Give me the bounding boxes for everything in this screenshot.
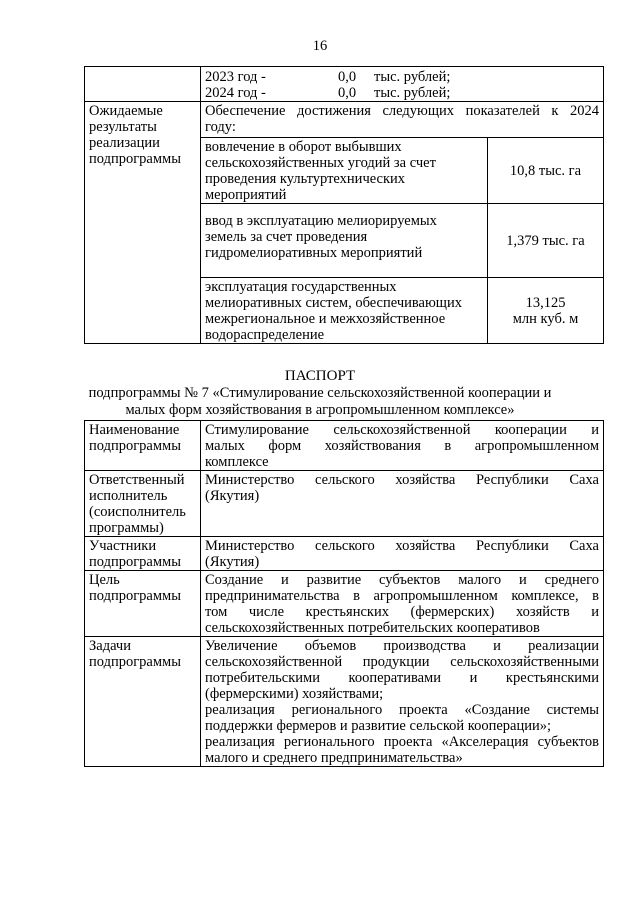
passport-value-line: (Якутия) <box>205 488 260 504</box>
passport-value-line: Увеличение объемов производства и реализации <box>205 638 599 654</box>
indicator-text-line: земель за счет проведения <box>205 229 368 245</box>
passport-value-cell <box>201 537 604 571</box>
indicator-text-line: межрегиональное и межхозяйственное <box>205 311 446 327</box>
passport-value-line: Стимулирование сельскохозяйственной кооперации и <box>205 422 599 438</box>
results-intro-line: году: <box>205 119 236 135</box>
indicator-value-cell <box>488 278 604 344</box>
finance-line <box>205 85 599 101</box>
indicator-text-line: эксплуатация государственных <box>205 279 397 295</box>
finance-label-cell <box>85 67 201 102</box>
passport-value-line: (фермерскими) хозяйствами; <box>205 686 384 702</box>
passport-table <box>84 420 604 767</box>
indicator-text-line: водораспределение <box>205 327 325 343</box>
passport-subtitle: подпрограммы № 7 «Стимулирование сельскохозяйственной кооперации и <box>88 385 552 401</box>
indicator-text-cell <box>201 204 488 278</box>
indicator-text-cell <box>201 138 488 204</box>
passport-row <box>85 471 604 537</box>
passport-value-line: (Якутия) <box>205 554 260 570</box>
results-intro-row <box>85 102 604 138</box>
passport-value-line: сельскохозяйственных потребительских кооперативов <box>205 620 540 636</box>
page-number: 16 <box>312 38 328 54</box>
passport-label-line: подпрограммы <box>89 588 181 604</box>
passport-label-line: Цель <box>89 572 120 588</box>
indicator-text-line: проведения культуртехнических <box>205 171 406 187</box>
passport-value-line: комплексе <box>205 454 269 470</box>
indicator-text-line: мелиоративных систем, обеспечивающих <box>205 295 462 311</box>
passport-value-line: реализация регионального проекта «Акселерация субъектов <box>205 734 599 750</box>
passport-label-line: подпрограммы <box>89 654 181 670</box>
passport-value-cell <box>201 421 604 471</box>
passport-value-line: Министерство сельского хозяйства Республики Саха <box>205 472 599 488</box>
indicator-text-line: гидромелиоративных мероприятий <box>205 245 423 261</box>
passport-label-cell <box>85 537 201 571</box>
results-label-line: результаты <box>89 119 157 135</box>
passport-label-line: Участники <box>89 538 157 554</box>
finance-unit: тыс. рублей; <box>374 85 451 101</box>
passport-subtitle: малых форм хозяйствования в агропромышленном комплексе» <box>125 402 515 418</box>
results-label-line: реализации <box>89 135 160 151</box>
passport-value-line: Министерство сельского хозяйства Республики Саха <box>205 538 599 554</box>
passport-label-line: подпрограммы <box>89 554 181 570</box>
indicator-value-cell <box>488 204 604 278</box>
passport-label-line: Ответственный <box>89 472 185 488</box>
passport-label-line: Задачи <box>89 638 131 654</box>
results-label-line: Ожидаемые <box>89 103 163 119</box>
finance-cell <box>201 67 604 102</box>
finance-amount: 0,0 <box>338 69 357 85</box>
top-table <box>84 66 604 344</box>
passport-value-line: малого и среднего предпринимательства» <box>205 750 463 766</box>
results-intro-cell <box>201 102 604 138</box>
indicator-text-line: сельскохозяйственных угодий за счет <box>205 155 436 171</box>
results-label-line: подпрограммы <box>89 151 181 167</box>
passport-row <box>85 571 604 637</box>
passport-value-line: Создание и развитие субъектов малого и среднего <box>205 572 599 588</box>
passport-value-line: потребительскими кооперативами и крестьянскими <box>205 670 599 686</box>
passport-value-cell <box>201 471 604 537</box>
indicator-value: 10,8 тыс. га <box>509 163 582 179</box>
indicator-value: 13,125 <box>525 295 566 311</box>
indicator-value: 1,379 тыс. га <box>506 233 585 249</box>
passport-row <box>85 537 604 571</box>
passport-value-cell <box>201 637 604 767</box>
results-label-cell <box>85 102 201 344</box>
indicator-text-line: ввод в эксплуатацию мелиорируемых <box>205 213 437 229</box>
passport-label-cell <box>85 637 201 767</box>
finance-row <box>85 67 604 102</box>
indicator-text-cell <box>201 278 488 344</box>
finance-year: 2024 год - <box>205 85 266 101</box>
indicator-text-line: мероприятий <box>205 187 287 203</box>
passport-title: ПАСПОРТ <box>284 368 356 384</box>
passport-label-line: исполнитель <box>89 488 168 504</box>
passport-label-line: программы) <box>89 520 164 536</box>
indicator-text-line: вовлечение в оборот выбывших <box>205 139 402 155</box>
passport-value-cell <box>201 571 604 637</box>
finance-amount: 0,0 <box>338 85 357 101</box>
passport-value-line: малых форм хозяйствования в агропромышленном <box>205 438 599 454</box>
passport-label-cell <box>85 471 201 537</box>
passport-value-line: поддержки фермеров и развитие сельской кооперации»; <box>205 718 552 734</box>
results-intro-line: Обеспечение достижения следующих показателей к 2024 <box>205 103 600 119</box>
finance-year: 2023 год - <box>205 69 266 85</box>
passport-label-cell <box>85 421 201 471</box>
indicator-value: млн куб. м <box>512 311 579 327</box>
finance-unit: тыс. рублей; <box>374 69 451 85</box>
passport-label-line: подпрограммы <box>89 438 181 454</box>
indicator-value-cell <box>488 138 604 204</box>
passport-value-line: предпринимательства в агропромышленном комплексе, в <box>205 588 599 604</box>
passport-label-cell <box>85 571 201 637</box>
passport-value-line: реализация регионального проекта «Создание системы <box>205 702 599 718</box>
passport-row <box>85 421 604 471</box>
finance-line <box>205 69 599 85</box>
passport-row <box>85 637 604 767</box>
passport-label-line: (соисполнитель <box>89 504 186 520</box>
passport-label-line: Наименование <box>89 422 180 438</box>
passport-value-line: сельскохозяйственной продукции сельскохозяйственными <box>205 654 599 670</box>
passport-value-line: том числе крестьянских (фермерских) хозяйств и <box>205 604 599 620</box>
